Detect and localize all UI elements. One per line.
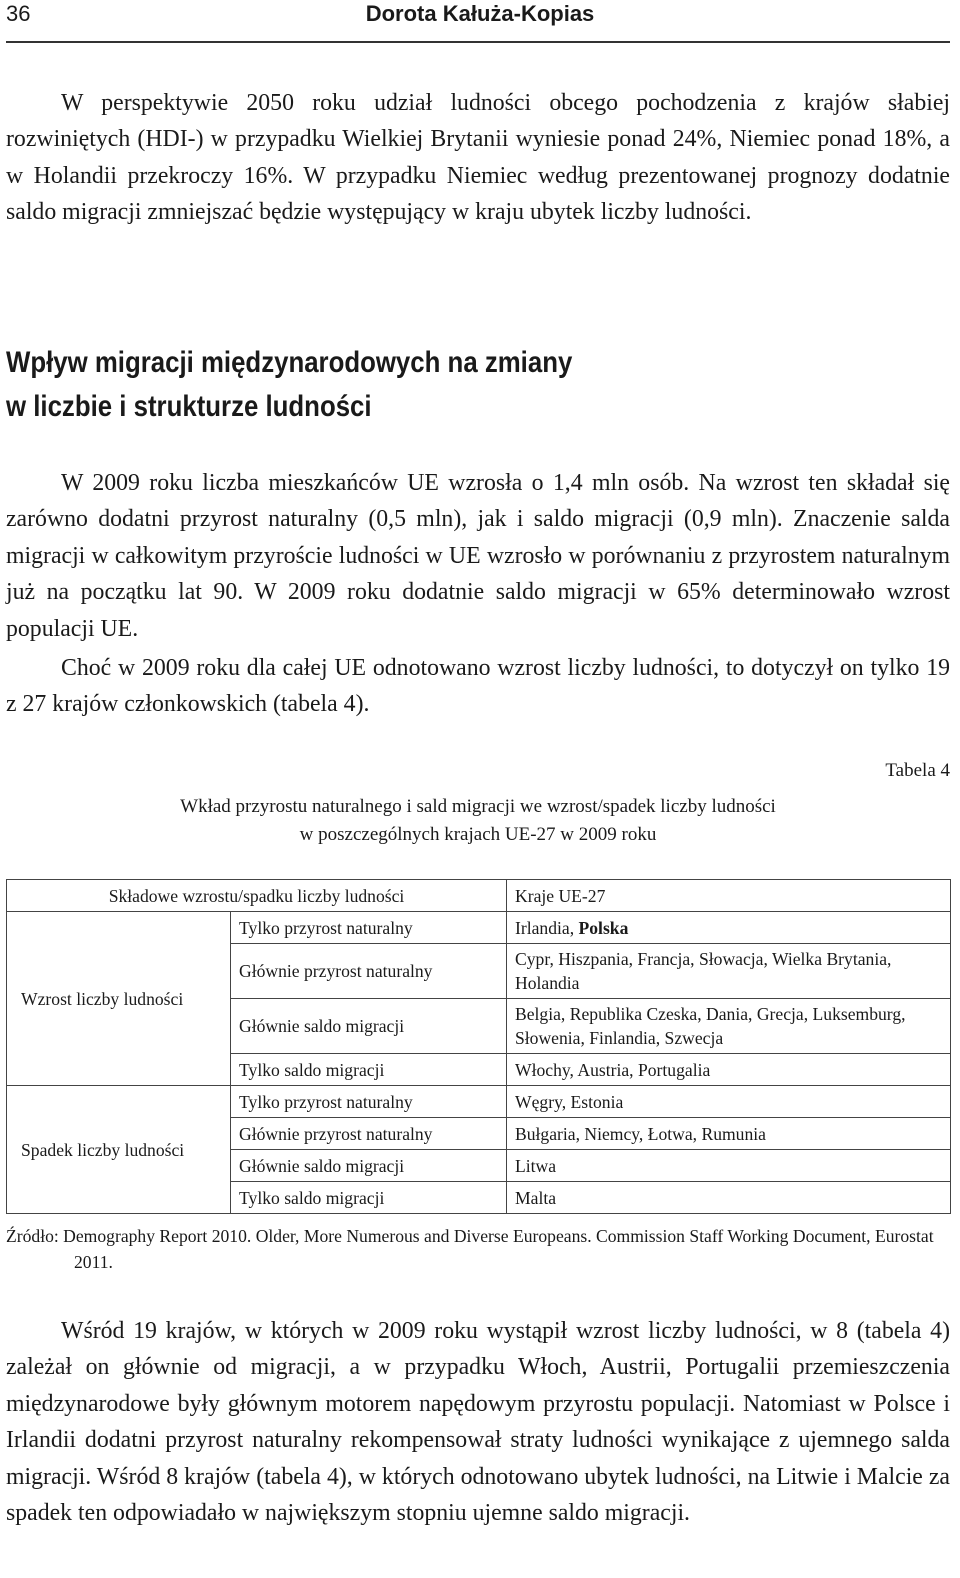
component-cell: Głównie przyrost naturalny (231, 944, 507, 999)
section-heading-line-1: Wpływ migracji międzynarodowych na zmiany (6, 346, 573, 379)
countries-bold-text: Polska (578, 917, 629, 938)
component-cell: Tylko saldo migracji (231, 1182, 507, 1214)
table-title-line-2: w poszczególnych krajach UE-27 w 2009 roku (299, 824, 657, 845)
section-heading-line-2: w liczbie i strukturze ludności (6, 390, 372, 423)
table-row (7, 912, 951, 944)
countries-cell: Węgry, Estonia (507, 1086, 951, 1118)
countries-cell: Cypr, Hiszpania, Francja, Słowacja, Wielka Brytania, Holandia (507, 944, 951, 999)
running-head: Dorota Kałuża-Kopias (365, 1, 595, 26)
header-components: Składowe wzrostu/spadku liczby ludności (7, 880, 507, 912)
header-rule (6, 41, 950, 43)
body-paragraph-1: W 2009 roku liczba mieszkańców UE wzrosła o 1,4 mln osób. Na wzrost ten składał się zarówno dodatni przyrost naturalny (0,5 mln), jak i saldo migracji (0,9 mln). Znaczenie salda migracji w całkowitym przyroście ludności w UE wzrosło w porównaniu z przyrostem naturalnym już na początku lat 90. W 2009 roku dodatnie saldo migracji w 65% determinowało wzrost populacji UE. (6, 470, 950, 642)
table-label: Tabela 4 (885, 760, 950, 781)
table-title-line-1: Wkład przyrostu naturalnego i sald migracji we wzrost/spadek liczby ludności (180, 796, 776, 817)
group-decline: Spadek liczby ludności (7, 1086, 231, 1214)
component-cell: Tylko przyrost naturalny (231, 912, 507, 944)
page-number: 36 (6, 1, 31, 26)
section-heading (6, 341, 818, 429)
countries-cell: Litwa (507, 1150, 951, 1182)
closing-paragraph: Wśród 19 krajów, w których w 2009 roku wystąpił wzrost liczby ludności, w 8 (tabela 4) zależał on głównie od migracji, a w przypadku Włoch, Austrii, Portugalii przemieszczenia międzynarodowe były głównym motorem napędowym przyrostu populacji. Natomiast w Polsce i Irlandii dodatni przyrost naturalny rekompensował straty ludności wynikające z ujemnego salda migracji. Wśród 8 krajów (tabela 4), w których odnotowano ubytek ludności, na Litwie i Malcie za spadek ten odpowiadało w największym stopniu ujemne saldo migracji. (6, 1318, 950, 1527)
component-cell: Tylko saldo migracji (231, 1054, 507, 1086)
countries-cell: Belgia, Republika Czeska, Dania, Grecja, Luksemburg, Słowenia, Finlandia, Szwecja (507, 999, 951, 1054)
component-cell: Tylko przyrost naturalny (231, 1086, 507, 1118)
countries-cell (507, 912, 951, 944)
table-header-row (7, 880, 951, 912)
table-row (7, 1086, 951, 1118)
intro-paragraph: W perspektywie 2050 roku udział ludności obcego pochodzenia z krajów słabiej rozwiniętych (HDI-) w przypadku Wielkiej Brytanii wyniesie ponad 24%, Niemiec ponad 18%, a w Holandii przekroczy 16%. W przypadku Niemiec według prezentowanej prognozy dodatnie saldo migracji zmniejszać będzie występujący w kraju ubytek liczby ludności. (6, 90, 950, 226)
component-cell: Głównie saldo migracji (231, 999, 507, 1054)
body-paragraph-2: Choć w 2009 roku dla całej UE odnotowano wzrost liczby ludności, to dotyczył on tylko 19 z 27 krajów członkowskich (tabela 4). (6, 655, 950, 718)
eu-population-table (6, 879, 951, 1214)
header-countries: Kraje UE-27 (507, 880, 951, 912)
countries-cell: Włochy, Austria, Portugalia (507, 1054, 951, 1086)
countries-cell: Malta (507, 1182, 951, 1214)
table-title (6, 793, 950, 849)
countries-text: Irlandia, (515, 917, 579, 938)
component-cell: Głównie saldo migracji (231, 1150, 507, 1182)
component-cell: Głównie przyrost naturalny (231, 1118, 507, 1150)
table-source: Źródło: Demography Report 2010. Older, More Numerous and Diverse Europeans. Commission Staff Working Document, Eurostat 2011. (6, 1226, 934, 1272)
countries-cell: Bułgaria, Niemcy, Łotwa, Rumunia (507, 1118, 951, 1150)
group-growth: Wzrost liczby ludności (7, 912, 231, 1086)
